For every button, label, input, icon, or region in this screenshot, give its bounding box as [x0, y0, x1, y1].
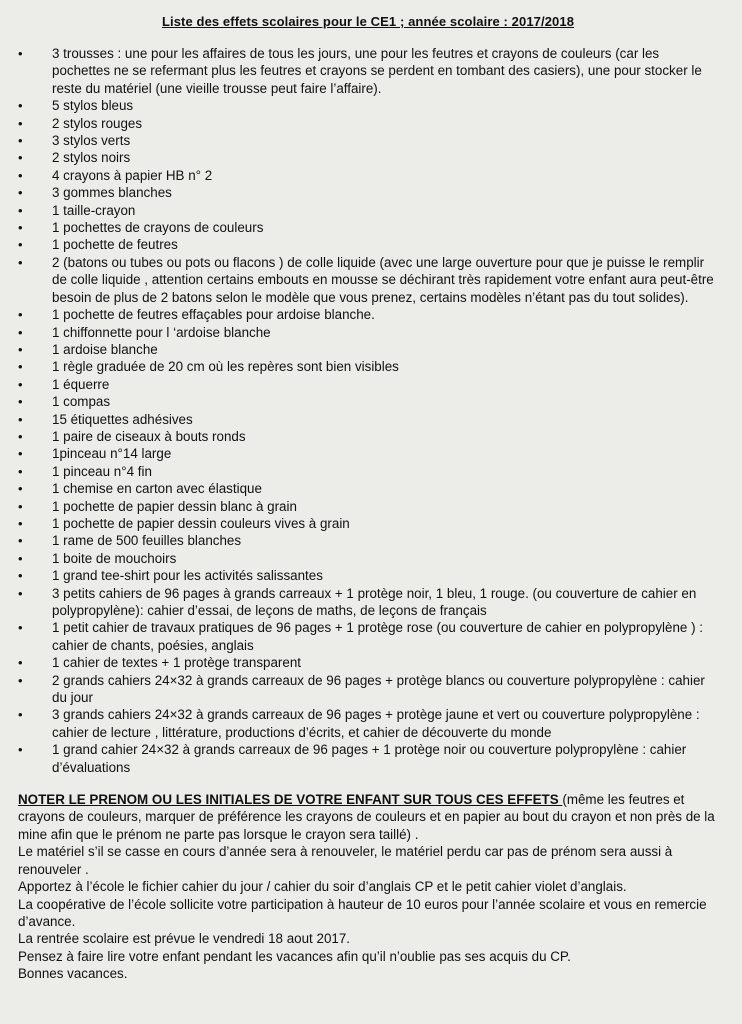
list-item: • 1 pochettes de crayons de couleurs: [18, 219, 718, 236]
list-item: • 1 paire de ciseaux à bouts ronds: [18, 428, 718, 445]
notes-line: Bonnes vacances.: [18, 966, 128, 982]
list-item: • 1 rame de 500 feuilles blanches: [18, 532, 718, 549]
list-item: • 1 pochette de feutres effaçables pour ardoise blanche.: [18, 306, 718, 323]
list-item: • 1 cahier de textes + 1 protège transparent: [18, 654, 718, 671]
page-title: Liste des effets scolaires pour le CE1 ; année scolaire : 2017/2018: [161, 14, 575, 29]
list-item: • 1 grand tee-shirt pour les activités salissantes: [18, 567, 718, 584]
notice-detail: (même les feutres et crayons de couleurs, marquer de préférence les crayons de couleurs et en papier au bout du crayon et non près de la mine afin que le prénom ne parte pas lorsque le crayon sera taillé) .: [18, 792, 715, 842]
list-item: • 1 taille-crayon: [18, 202, 718, 219]
list-item: • 1 grand cahier 24×32 à grands carreaux de 96 pages + 1 protège noir ou couverture polypropylène : cahier d’évaluations: [18, 741, 718, 776]
list-item: • 3 trousses : une pour les affaires de tous les jours, une pour les feutres et crayons de couleurs (car les pochettes ne se refermant plus les feutres et crayons se perdent en tombant des casiers), une pour stocker le reste du matériel (une vieille trousse peut faire l’affaire).: [18, 45, 718, 97]
list-item: • 1 pochette de feutres: [18, 236, 718, 253]
notes-line: La rentrée scolaire est prévue le vendredi 18 aout 2017.: [18, 931, 351, 947]
list-item: • 1 boite de mouchoirs: [18, 550, 718, 567]
list-item: • 2 stylos noirs: [18, 149, 718, 166]
list-item: • 5 stylos bleus: [18, 97, 718, 114]
list-item: • 1 chiffonnette pour l ‘ardoise blanche: [18, 324, 718, 341]
list-item: • 2 stylos rouges: [18, 115, 718, 132]
important-notice: NOTER LE PRENOM OU LES INITIALES DE VOTRE ENFANT SUR TOUS CES EFFETS: [18, 792, 563, 808]
notes-section: [18, 791, 718, 982]
list-item: • 3 gommes blanches: [18, 184, 718, 201]
list-item: • 1 pochette de papier dessin blanc à grain: [18, 498, 718, 515]
notes-line: Le matériel s’il se casse en cours d’année sera à renouveler, le matériel perdu car pas de prénom sera aussi à renouveler .: [18, 844, 673, 877]
list-item: • 1 pochette de papier dessin couleurs vives à grain: [18, 515, 718, 532]
notes-paragraph: [18, 791, 718, 843]
list-item: • 4 crayons à papier HB n° 2: [18, 167, 718, 184]
list-item: • 1pinceau n°14 large: [18, 445, 718, 462]
list-item: • 2 (batons ou tubes ou pots ou flacons ) de colle liquide (avec une large ouverture pour que je puisse le remplir de colle liquide , attention certains embouts en mousse se déchirant très rapidement votre enfant aura peut-être besoin de plus de 2 batons selon le modèle que vous prenez, certains modèles n’étant pas du tout solides).: [18, 254, 718, 306]
list-item: • 3 petits cahiers de 96 pages à grands carreaux + 1 protège noir, 1 bleu, 1 rouge. (ou couverture de cahier en polypropylène): cahier d’essai, de leçons de maths, de leçons de français: [18, 585, 718, 620]
supply-list: [18, 45, 718, 776]
list-item: • 1 ardoise blanche: [18, 341, 718, 358]
notes-line: La coopérative de l’école sollicite votre participation à hauteur de 10 euros pour l’année scolaire et vous en remercie d’avance.: [18, 896, 707, 929]
list-item: • 3 stylos verts: [18, 132, 718, 149]
list-item: • 3 grands cahiers 24×32 à grands carreaux de 96 pages + protège jaune et vert ou couverture polypropylène : cahier de lecture , littérature, productions d’écrits, et cahier de découverte du monde: [18, 706, 718, 741]
list-item: • 1 petit cahier de travaux pratiques de 96 pages + 1 protège rose (ou couverture de cahier en polypropylène ) : cahier de chants, poésies, anglais: [18, 619, 718, 654]
notes-line: Apportez à l’école le fichier cahier du jour / cahier du soir d’anglais CP et le petit cahier violet d’anglais.: [18, 879, 627, 895]
list-item: • 1 règle graduée de 20 cm où les repères sont bien visibles: [18, 358, 718, 375]
list-item: • 1 pinceau n°4 fin: [18, 463, 718, 480]
list-item: • 1 chemise en carton avec élastique: [18, 480, 718, 497]
notes-line: Pensez à faire lire votre enfant pendant les vacances afin qu’il n’oublie pas ses acquis du CP.: [18, 948, 571, 964]
list-item: • 1 compas: [18, 393, 718, 410]
list-item: • 15 étiquettes adhésives: [18, 411, 718, 428]
list-item: • 1 équerre: [18, 376, 718, 393]
list-item: • 2 grands cahiers 24×32 à grands carreaux de 96 pages + protège blancs ou couverture polypropylène : cahier du jour: [18, 672, 718, 707]
